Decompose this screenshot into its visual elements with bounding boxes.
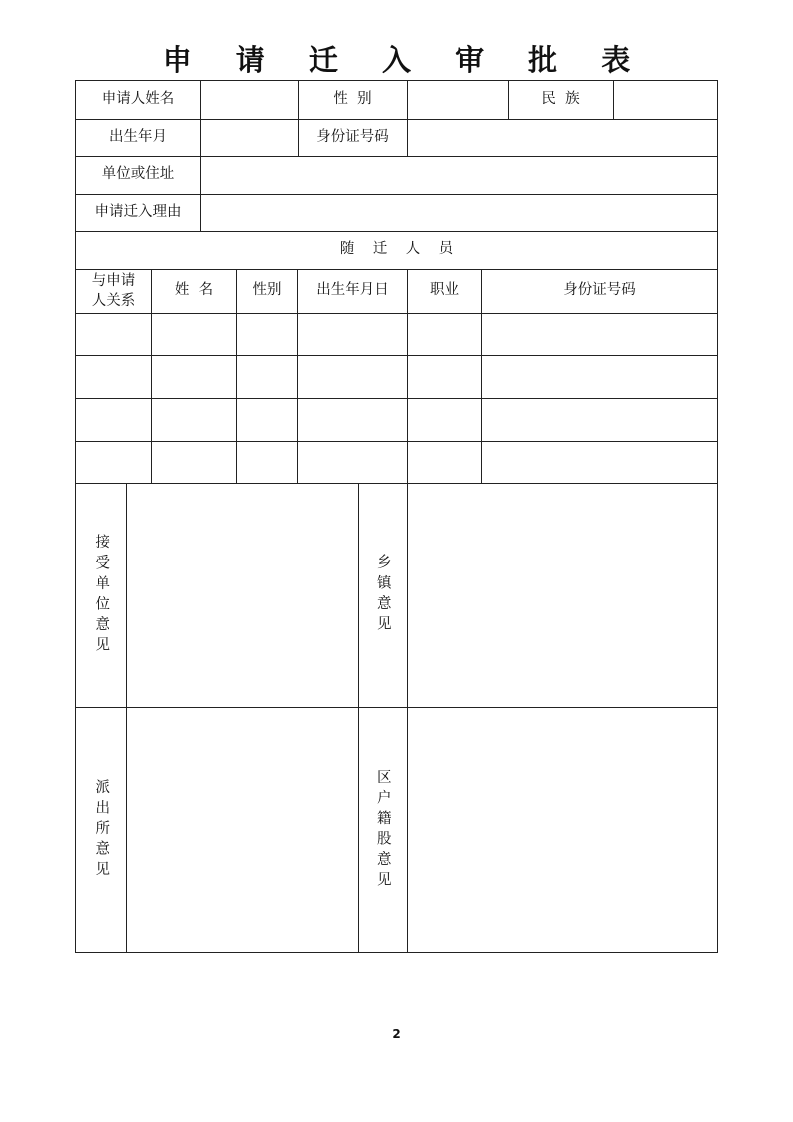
birth-field[interactable] <box>201 119 298 156</box>
id-number-label: 身份证号码 <box>316 128 389 145</box>
district-registry-opinion-field[interactable] <box>408 707 717 953</box>
police-station-opinion-text: 派出所意见 <box>93 778 110 882</box>
township-opinion-field[interactable] <box>408 483 717 707</box>
approval-form-table <box>75 80 718 953</box>
header-name: 姓 名 <box>174 282 214 299</box>
police-station-opinion-label <box>76 707 126 953</box>
header-relation-text: 与申请人关系 <box>91 272 136 309</box>
page-title: 申 请 迁 入 审 批 表 <box>162 43 648 77</box>
address-label: 单位或住址 <box>101 166 175 183</box>
header-birth: 出生年月日 <box>316 282 389 299</box>
gender-field[interactable] <box>408 81 508 119</box>
birth-label: 出生年月 <box>109 128 167 145</box>
township-opinion-text: 乡镇意见 <box>374 554 391 636</box>
row-divider <box>76 398 717 399</box>
applicant-name-label: 申请人姓名 <box>101 91 175 108</box>
companions-section-title: 随 迁 人 员 <box>339 241 454 258</box>
header-id: 身份证号码 <box>563 282 636 299</box>
receiving-unit-opinion-text: 接受单位意见 <box>93 533 110 657</box>
header-job: 职业 <box>430 282 459 299</box>
header-relation <box>76 269 151 313</box>
reason-field[interactable] <box>201 194 717 231</box>
row-divider <box>76 441 717 442</box>
ethnicity-label: 民 族 <box>541 91 580 108</box>
applicant-name-field[interactable] <box>201 81 298 119</box>
ethnicity-field[interactable] <box>614 81 717 119</box>
page-number: 2 <box>392 1027 401 1041</box>
district-registry-opinion-text: 区户籍股意见 <box>374 768 391 892</box>
reason-label: 申请迁入理由 <box>94 203 182 220</box>
id-number-field[interactable] <box>408 119 717 156</box>
receiving-unit-opinion-field[interactable] <box>127 483 358 707</box>
township-opinion-label <box>358 483 407 707</box>
police-station-opinion-field[interactable] <box>127 707 358 953</box>
row-divider <box>76 355 717 356</box>
address-field[interactable] <box>201 156 717 194</box>
header-gender: 性别 <box>252 282 282 299</box>
district-registry-opinion-label <box>358 707 407 953</box>
gender-label: 性 别 <box>333 91 372 108</box>
receiving-unit-opinion-label <box>76 483 126 707</box>
row-divider <box>76 313 717 314</box>
